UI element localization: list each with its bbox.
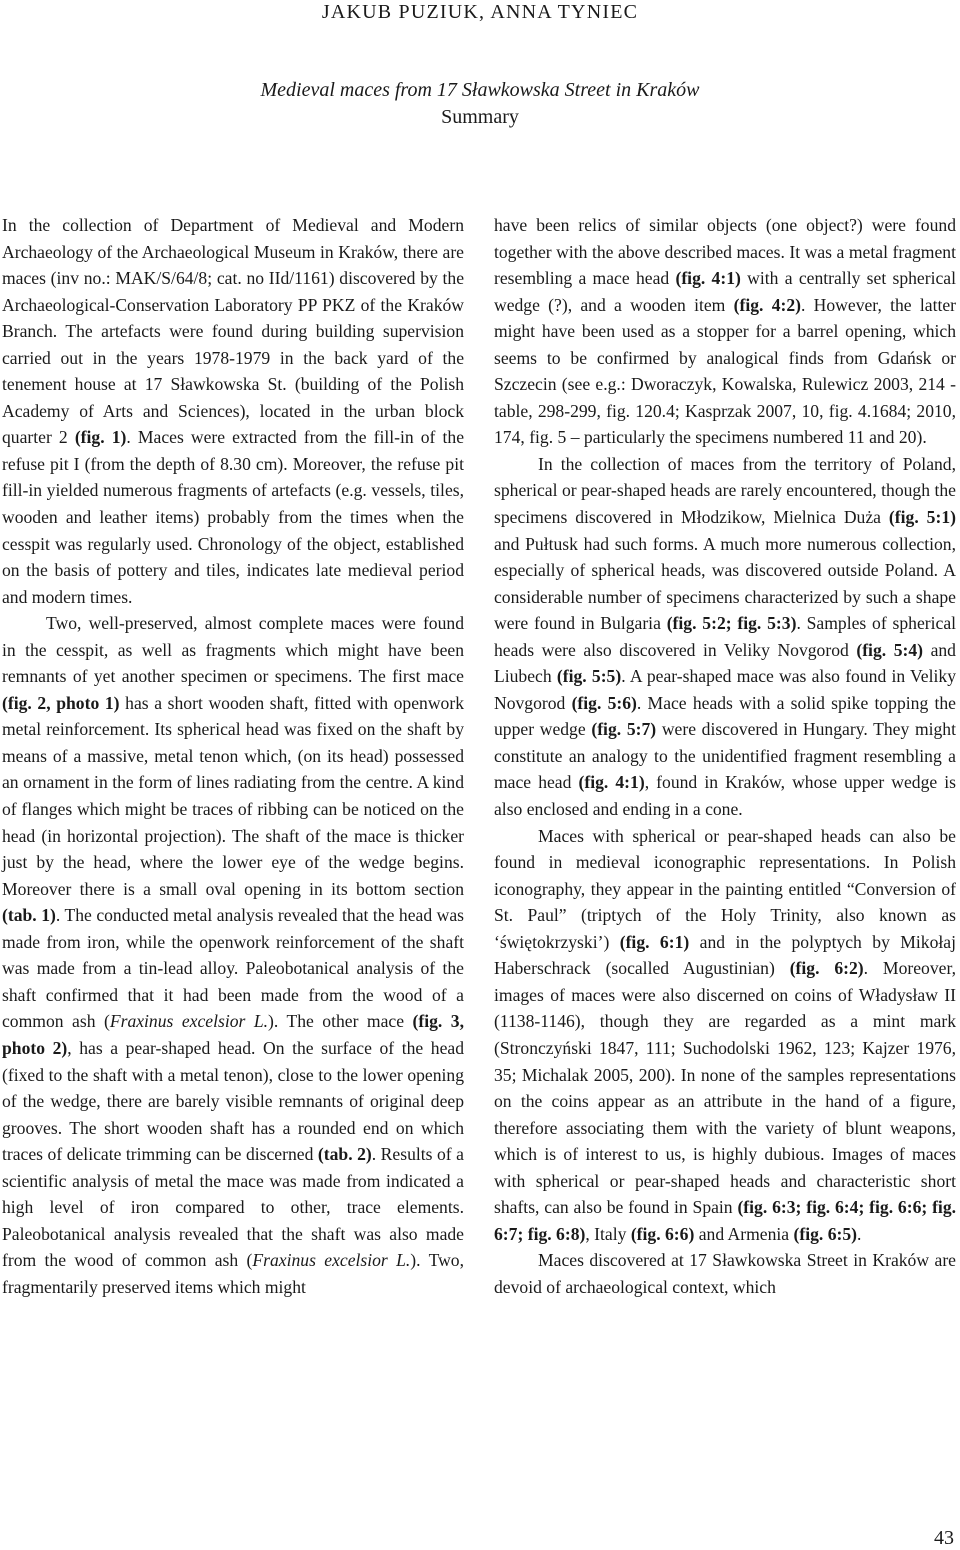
text-run: In the collection of maces from the territory of Poland, spherical or pear-shaped heads are rarely encountered, though the specimens discovered in Młodzikow, Mielnica Duża (494, 453, 956, 528)
figure-reference: (fig. 5:2; fig. 5:3) (666, 613, 797, 634)
text-run: and Liubech (494, 639, 956, 687)
paragraph (494, 1247, 956, 1300)
text-run: were discovered in Hungary. They might constitute an analogy to the unidentified fragment resembling a mace head (494, 719, 956, 793)
text-run: Maces discovered at 17 Sławkowska Street in Kraków are devoid of archaeological context, which (494, 1250, 956, 1297)
figure-reference: (fig. 4:1) (578, 772, 645, 793)
species-name: Fraxinus excelsior L. (109, 1011, 269, 1032)
text-run: . Results of a scientific analysis of metal the mace was made from indicated a high level of iron compared to other, trace elements. Paleobotanical analysis revealed that the shaft was also made from the wood of common ash ( (2, 1144, 464, 1271)
figure-reference: (fig. 6:3; fig. 6:4; fig. 6:6; fig. 6:7; fig. 6:8) (494, 1197, 957, 1244)
figure-reference: (fig. 6:1) (619, 931, 690, 952)
figure-reference: (fig. 4:2) (733, 294, 802, 315)
species-name: Fraxinus excelsior L. (252, 1250, 411, 1271)
figure-reference: (fig. 4:1) (675, 268, 741, 289)
article-subtitle: Summary (441, 106, 519, 128)
text-run: . However, the latter might have been used as a stopper for a barrel opening, which seems to be confirmed by analogical finds from Gdańsk or Szczecin (see e.g.: Dworaczyk, Kowalska, Rulewicz 2003, 214 - table, 298-299, fig. 120.4; Kasprzak 2007, 10, fig. 4.1684; 2010, 174, fig. 5 – particularly the specimens numbered 11 and 20). (494, 294, 957, 448)
figure-reference: (fig. 5:4) (856, 639, 924, 660)
text-run: In the collection of Department of Medieval and Modern Archaeology of the Archaeological Museum in Kraków, there are maces (inv no.: MAK/S/64/8; cat. no IId/1161) discovered by the Archaeological-Conservation Laboratory PP PKZ of the Kraków Branch. The artefacts were found during building supervision carried out in the years 1978-1979 in the back yard of the tenement house at 17 Sławkowska St. (building of the Polish Academy of Arts and Sciences), located in the urban block quarter 2 (2, 215, 464, 448)
text-run: ). The other mace (268, 1011, 413, 1032)
text-run: Maces with spherical or pear-shaped heads can also be found in medieval iconographic representations. In Polish iconography, they appear in the painting entitled “Conversion of St. Paul” (triptych of the Holy Trinity, also known as ‘świętokrzyski’) (494, 825, 956, 952)
right-column (494, 212, 956, 1300)
paragraph (2, 212, 464, 610)
text-run: has a short wooden shaft, fitted with openwork metal reinforcement. Its spherical head was fixed on the shaft by means of a massive, metal tenon which, (on its head) possessed an ornament in the form of lines radiating from the centre. A kind of flanges which might be traces of ribbing can be noticed on the head (in horizontal projection). The shaft of the mace is thicker just by the head, where the lower eye of the wedge begins. Moreover there is a small oval opening in its bottom section (2, 692, 464, 899)
text-run: . A pear-shaped mace was also found in Veliky Novgorod (494, 666, 956, 713)
text-run: , has a pear-shaped head. On the surface of the head (fixed to the shaft with a metal tenon), close to the lower opening of the wedge, there are barely visible remnants of original deep grooves. The short wooden shaft has a rounded end on which traces of delicate trimming can be discerned (2, 1037, 464, 1165)
text-run: . Maces were extracted from the fill-in of the refuse pit I (from the depth of 8.30 cm). Moreover, the refuse pit fill-in yielded numerous fragments of artefacts (e.g. vessels, tiles, wooden and leather items) probably from the times when the cesspit was regularly used. Chronology of the object, established on the basis of pottery and tiles, indicates late medieval period and modern times. (2, 427, 465, 607)
left-column (2, 212, 464, 1300)
text-run: with a centrally set spherical wedge (?), and a wooden item (494, 268, 956, 315)
text-run: Two, well-preserved, almost complete maces were found in the cesspit, as well as fragments which might have been remnants of yet another specimen or specimens. The first mace (2, 613, 464, 687)
paragraph (2, 610, 464, 1300)
figure-reference: (fig. 2, photo 1) (2, 692, 120, 713)
text-run: . Mace heads with a solid spike topping the upper wedge (494, 692, 956, 740)
figure-reference: (fig. 6:2) (789, 958, 864, 979)
article-title: Medieval maces from 17 Sławkowska Street in Kraków (260, 79, 700, 101)
text-run: have been relics of similar objects (one object?) were found together with the above described maces. It was a metal fragment resembling a mace head (494, 215, 956, 289)
text-run: and Pułtusk had such forms. A much more numerous collection, especially of spherical heads, was discovered outside Poland. A considerable number of specimens characterized by such a shape were found in Bulgaria (494, 533, 956, 634)
text-run: . Moreover, images of maces were also discerned on coins of Władysław II (1138-1146), though they are regarded as a mint mark (Stronczyński 1847, 111; Suchodolski 1962, 123; Kajzer 1976, 35; Michalak 2005, 200). In none of the samples representations on the coins appear as an attribute in the hand of a figure, therefore associating them with the variety of blunt weapons, which is of interest to us, is highly dubious. Images of maces with spherical or pear-shaped heads and characteristic short shafts, can also be found in Spain (494, 958, 956, 1218)
paragraph (494, 212, 956, 451)
text-run: and in the polyptych by Mikołaj Haberschrack (socalled Augustinian) (494, 931, 956, 979)
figure-reference: (fig. 5:7) (591, 719, 657, 740)
text-run: ). Two, fragmentarily preserved items which might (2, 1250, 464, 1297)
paragraph (494, 451, 956, 823)
table-reference: (tab. 1) (2, 905, 56, 926)
text-run: , Italy (585, 1223, 631, 1244)
figure-reference: (fig. 5:1) (888, 507, 956, 528)
figure-reference: (fig. 1) (74, 427, 127, 448)
figure-reference: (fig. 6:5) (793, 1223, 858, 1244)
page-number: 43 (934, 1527, 954, 1549)
running-head-authors: JAKUB PUZIUK, ANNA TYNIEC (321, 1, 639, 23)
text-run: , found in Kraków, whose upper wedge is also enclosed and ending in a cone. (494, 772, 957, 820)
figure-reference: (fig. 6:6) (630, 1223, 695, 1244)
figure-reference: (fig. 5:5) (556, 666, 622, 687)
paragraph (494, 823, 956, 1248)
figure-reference: (fig. 5:6) (571, 692, 637, 713)
text-run: and Armenia (694, 1223, 794, 1244)
text-run: . The conducted metal analysis revealed that the head was made from iron, while the openwork reinforcement of the shaft was made from a tin-lead alloy. Paleobotanical analysis of the shaft confirmed that it had been made from the wood of a common ash ( (2, 905, 464, 1032)
figure-reference: (fig. 3, photo 2) (2, 1011, 464, 1058)
text-run: . Samples of spherical heads were also discovered in Veliky Novgorod (494, 613, 957, 660)
text-run: . (857, 1223, 862, 1244)
table-reference: (tab. 2) (317, 1144, 372, 1165)
